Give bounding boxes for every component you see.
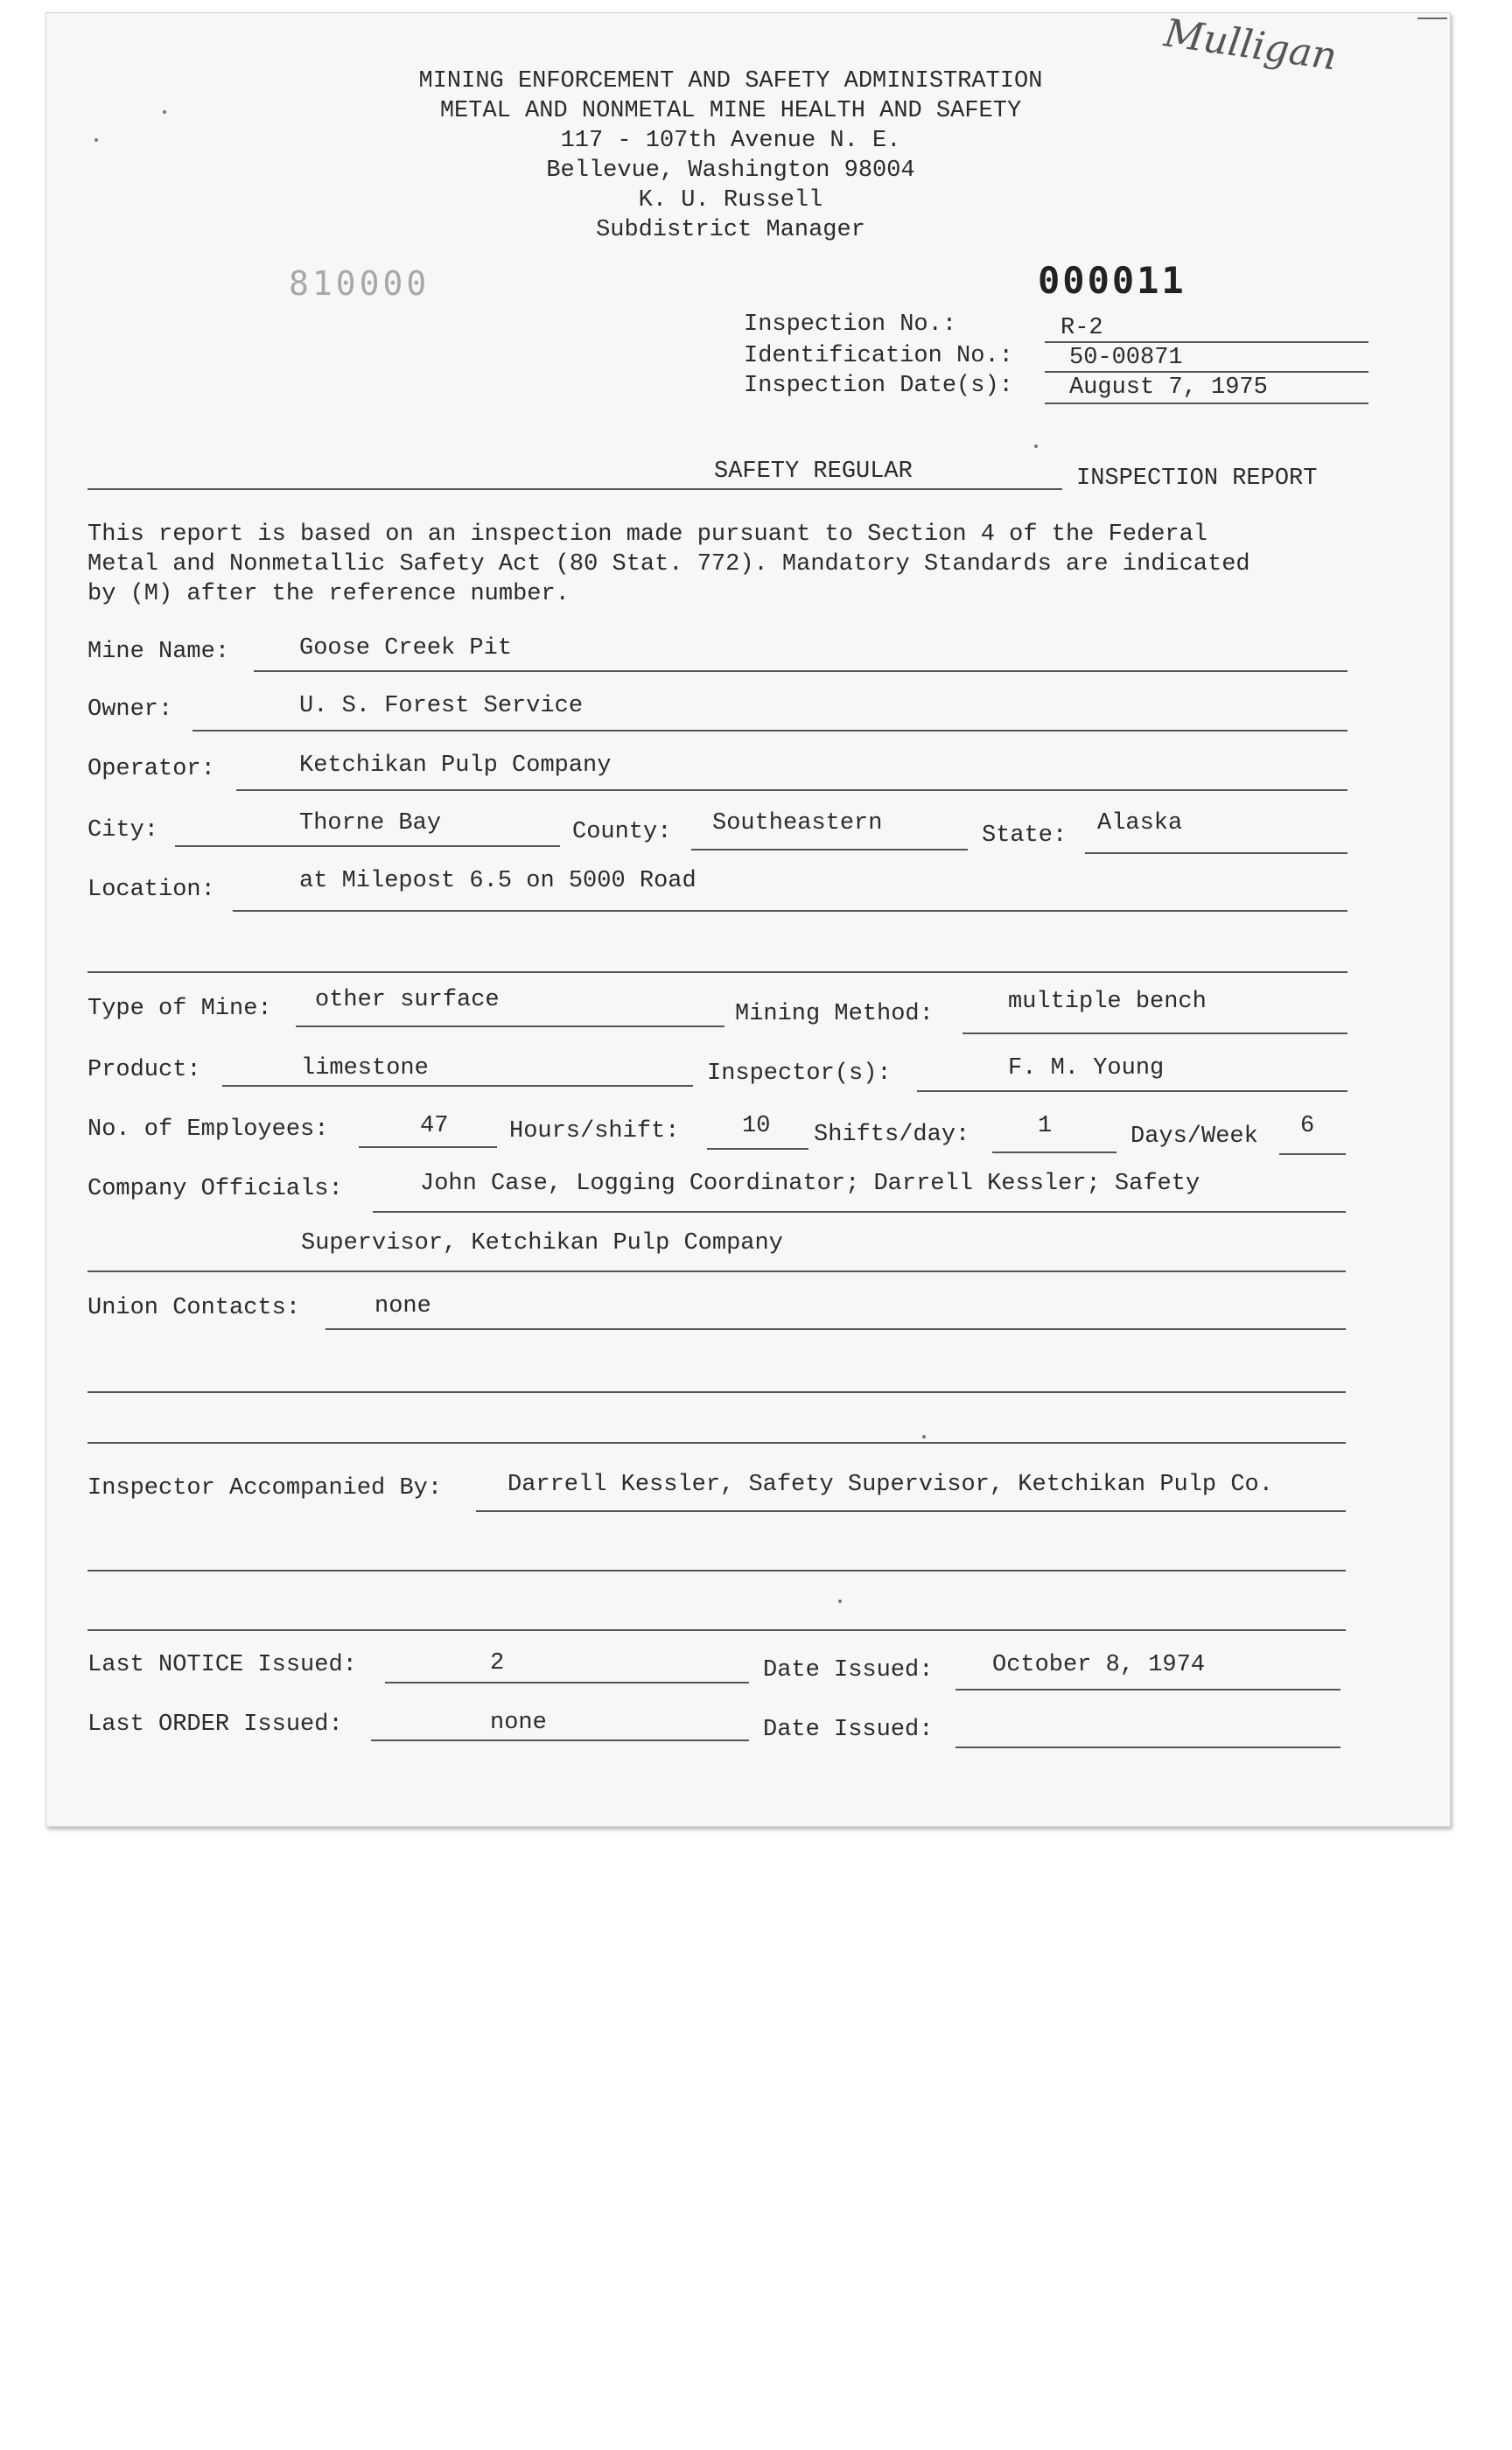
union-contacts-label: Union Contacts: xyxy=(88,1295,301,1321)
inspectors-value: F. M. Young xyxy=(1008,1055,1165,1082)
employees-value: 47 xyxy=(420,1113,449,1139)
speck xyxy=(838,1600,842,1603)
type-of-mine-label: Type of Mine: xyxy=(88,996,272,1022)
manager-name: K. U. Russell xyxy=(638,187,823,214)
city-label: City: xyxy=(88,817,159,844)
intro-line-1: This report is based on an inspection made pursuant to Section 4 of the Federal xyxy=(88,522,1208,548)
order-date-label: Date Issued: xyxy=(763,1717,934,1743)
inspectors-label: Inspector(s): xyxy=(707,1060,892,1087)
employees-line xyxy=(359,1146,497,1148)
handwritten-signature: Mulligan xyxy=(1161,10,1340,80)
location-value: at Milepost 6.5 on 5000 Road xyxy=(299,868,696,894)
speck xyxy=(163,110,166,114)
corner-mark xyxy=(1418,18,1447,19)
union-contacts-line-2 xyxy=(88,1391,1346,1393)
company-officials-line-2: Supervisor, Ketchikan Pulp Company xyxy=(301,1230,783,1256)
agency-name: MINING ENFORCEMENT AND SAFETY ADMINISTRATION xyxy=(418,68,1043,94)
company-officials-line xyxy=(373,1211,1346,1213)
location-label: Location: xyxy=(88,877,215,903)
city-value: Thorne Bay xyxy=(299,810,442,836)
location-line-2 xyxy=(88,971,1348,973)
location-line xyxy=(233,910,1348,912)
speck xyxy=(922,1435,926,1438)
employees-label: No. of Employees: xyxy=(88,1116,329,1143)
last-notice-label: Last NOTICE Issued: xyxy=(88,1652,357,1678)
owner-label: Owner: xyxy=(88,696,173,723)
state-line xyxy=(1085,852,1348,854)
county-label: County: xyxy=(572,819,672,845)
report-type: SAFETY REGULAR xyxy=(714,458,913,485)
union-contacts-line xyxy=(326,1328,1346,1330)
inspection-no-value: R-2 xyxy=(1060,315,1103,341)
company-officials-line-1: John Case, Logging Coordinator; Darrell Kessler; Safety xyxy=(420,1171,1200,1197)
mining-method-label: Mining Method: xyxy=(735,1001,934,1027)
last-order-label: Last ORDER Issued: xyxy=(88,1712,343,1738)
agency-address-street: 117 - 107th Avenue N. E. xyxy=(560,128,901,154)
days-week-label: Days/Week xyxy=(1130,1124,1258,1150)
days-week-value: 6 xyxy=(1300,1113,1315,1139)
operator-value: Ketchikan Pulp Company xyxy=(299,752,612,779)
intro-line-3: by (M) after the reference number. xyxy=(88,581,570,607)
shifts-day-label: Shifts/day: xyxy=(814,1122,970,1148)
state-value: Alaska xyxy=(1097,810,1183,836)
agency-address-city: Bellevue, Washington 98004 xyxy=(546,158,915,184)
operator-line xyxy=(236,789,1348,791)
hours-shift-value: 10 xyxy=(742,1113,771,1139)
mining-method-line xyxy=(962,1032,1348,1034)
shifts-day-line xyxy=(992,1152,1116,1153)
union-contacts-value: none xyxy=(374,1293,431,1320)
owner-line xyxy=(192,730,1348,732)
mine-name-line xyxy=(254,670,1348,672)
days-week-line xyxy=(1279,1153,1346,1155)
order-date-line xyxy=(956,1746,1340,1748)
inspection-date-label: Inspection Date(s): xyxy=(744,373,1013,399)
state-label: State: xyxy=(982,822,1068,849)
product-label: Product: xyxy=(88,1057,201,1083)
owner-value: U. S. Forest Service xyxy=(299,693,584,719)
inspectors-line xyxy=(917,1090,1348,1092)
mine-name-value: Goose Creek Pit xyxy=(299,635,513,662)
city-line xyxy=(175,845,560,847)
hours-shift-label: Hours/shift: xyxy=(509,1118,680,1144)
inspection-date-value: August 7, 1975 xyxy=(1069,374,1268,401)
report-type-line xyxy=(88,488,1062,490)
intro-line-2: Metal and Nonmetallic Safety Act (80 Stat. 772). Mandatory Standards are indicated xyxy=(88,551,1250,578)
operator-label: Operator: xyxy=(88,756,215,782)
mine-name-label: Mine Name: xyxy=(88,639,230,665)
accompanied-by-line-2 xyxy=(88,1570,1346,1572)
county-line xyxy=(691,849,968,850)
inspection-no-label: Inspection No.: xyxy=(744,312,957,338)
speck xyxy=(94,138,98,142)
faint-stamp-number: 810000 xyxy=(289,264,430,303)
product-line xyxy=(222,1085,693,1087)
manager-title: Subdistrict Manager xyxy=(596,217,865,243)
accompanied-by-label: Inspector Accompanied By: xyxy=(88,1475,443,1502)
mining-method-value: multiple bench xyxy=(1008,989,1207,1015)
notice-date-value: October 8, 1974 xyxy=(992,1652,1206,1678)
identification-no-value: 50-00871 xyxy=(1069,345,1183,371)
accompanied-by-line xyxy=(476,1510,1346,1512)
notice-date-line xyxy=(956,1689,1340,1690)
speck xyxy=(1034,444,1038,448)
accompanied-by-line-3 xyxy=(88,1629,1346,1631)
type-of-mine-value: other surface xyxy=(315,987,500,1013)
accompanied-by-value: Darrell Kessler, Safety Supervisor, Ketchikan Pulp Co. xyxy=(508,1472,1273,1498)
shifts-day-value: 1 xyxy=(1038,1113,1053,1139)
last-order-value: none xyxy=(490,1710,547,1736)
hours-shift-line xyxy=(707,1148,808,1150)
company-officials-label: Company Officials: xyxy=(88,1176,343,1202)
identification-no-label: Identification No.: xyxy=(744,343,1013,369)
union-contacts-line-3 xyxy=(88,1442,1346,1444)
last-notice-line xyxy=(385,1682,749,1684)
last-order-line xyxy=(371,1740,749,1741)
inspection-date-line xyxy=(1045,402,1368,404)
type-of-mine-line xyxy=(296,1026,724,1027)
agency-division: METAL AND NONMETAL MINE HEALTH AND SAFETY xyxy=(439,98,1022,124)
notice-date-label: Date Issued: xyxy=(763,1657,934,1684)
product-value: limestone xyxy=(301,1055,429,1082)
document-page xyxy=(46,12,1451,1827)
report-title: INSPECTION REPORT xyxy=(1076,466,1318,492)
last-notice-value: 2 xyxy=(490,1650,505,1676)
company-officials-line-2-rule xyxy=(88,1270,1346,1272)
document-stamp-number: 000011 xyxy=(1038,259,1186,302)
county-value: Southeastern xyxy=(712,810,883,836)
